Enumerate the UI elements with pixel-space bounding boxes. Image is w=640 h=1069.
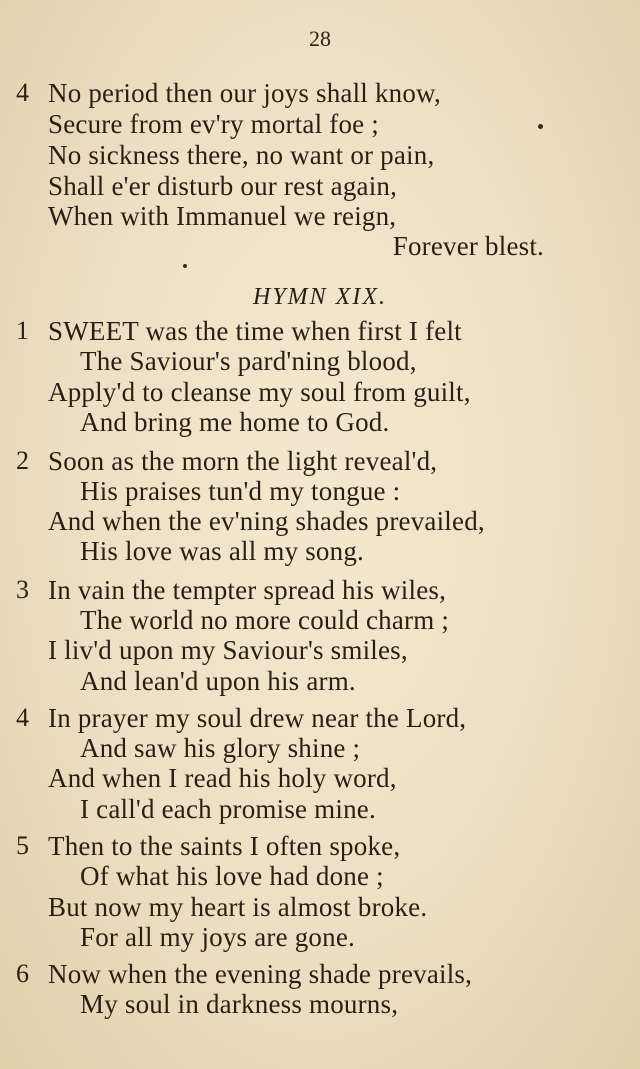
verse-line: Soon as the morn the light reveal'd, xyxy=(48,446,438,476)
verse-number: 4 xyxy=(16,703,29,732)
page-number: 28 xyxy=(309,26,331,51)
verse-line: SWEET was the time when first I felt xyxy=(48,316,462,346)
verse-line: And lean'd upon his arm. xyxy=(80,666,356,696)
verse-line: For all my joys are gone. xyxy=(80,922,355,952)
verse-line: When with Immanuel we reign, xyxy=(48,201,397,231)
verse-line: I liv'd upon my Saviour's smiles, xyxy=(48,635,408,665)
verse-number: 4 xyxy=(16,78,29,107)
verse-line: No sickness there, no want or pain, xyxy=(48,140,435,170)
verse-number: 1 xyxy=(16,316,29,345)
verse-line: And when the ev'ning shades prevailed, xyxy=(48,506,485,536)
verse-line: And saw his glory shine ; xyxy=(80,733,361,763)
verse-line: Now when the evening shade prevails, xyxy=(48,959,473,989)
verse-number: 5 xyxy=(16,831,29,860)
verse-line: My soul in darkness mourns, xyxy=(80,989,399,1019)
verse-line: Of what his love had done ; xyxy=(80,861,384,891)
verse-line: In prayer my soul drew near the Lord, xyxy=(48,703,467,733)
verse-line: His love was all my song. xyxy=(80,536,364,566)
verse-number: 2 xyxy=(16,446,29,475)
verse-line: In vain the tempter spread his wiles, xyxy=(48,575,447,605)
verse-line: His praises tun'd my tongue : xyxy=(80,476,401,506)
verse-line: Then to the saints I often spoke, xyxy=(48,831,401,861)
verse-line: Shall e'er disturb our rest again, xyxy=(48,171,398,201)
ink-speck xyxy=(538,124,543,129)
verse-line-final: Forever blest. xyxy=(392,231,544,261)
verse-line: No period then our joys shall know, xyxy=(48,78,441,108)
verse-line: And bring me home to God. xyxy=(80,407,390,437)
verse-line: The world no more could charm ; xyxy=(80,605,450,635)
verse-line: Secure from ev'ry mortal foe ; xyxy=(48,109,379,139)
verse-line: I call'd each promise mine. xyxy=(80,794,376,824)
verse-line: And when I read his holy word, xyxy=(48,763,397,793)
verse-line: The Saviour's pard'ning blood, xyxy=(80,346,417,376)
ink-speck xyxy=(183,264,187,268)
verse-number: 6 xyxy=(16,959,29,988)
verse-line: Apply'd to cleanse my soul from guilt, xyxy=(48,377,471,407)
verse-number: 3 xyxy=(16,575,29,604)
verse-line: But now my heart is almost broke. xyxy=(48,892,428,922)
hymn-title: HYMN XIX. xyxy=(253,284,387,310)
